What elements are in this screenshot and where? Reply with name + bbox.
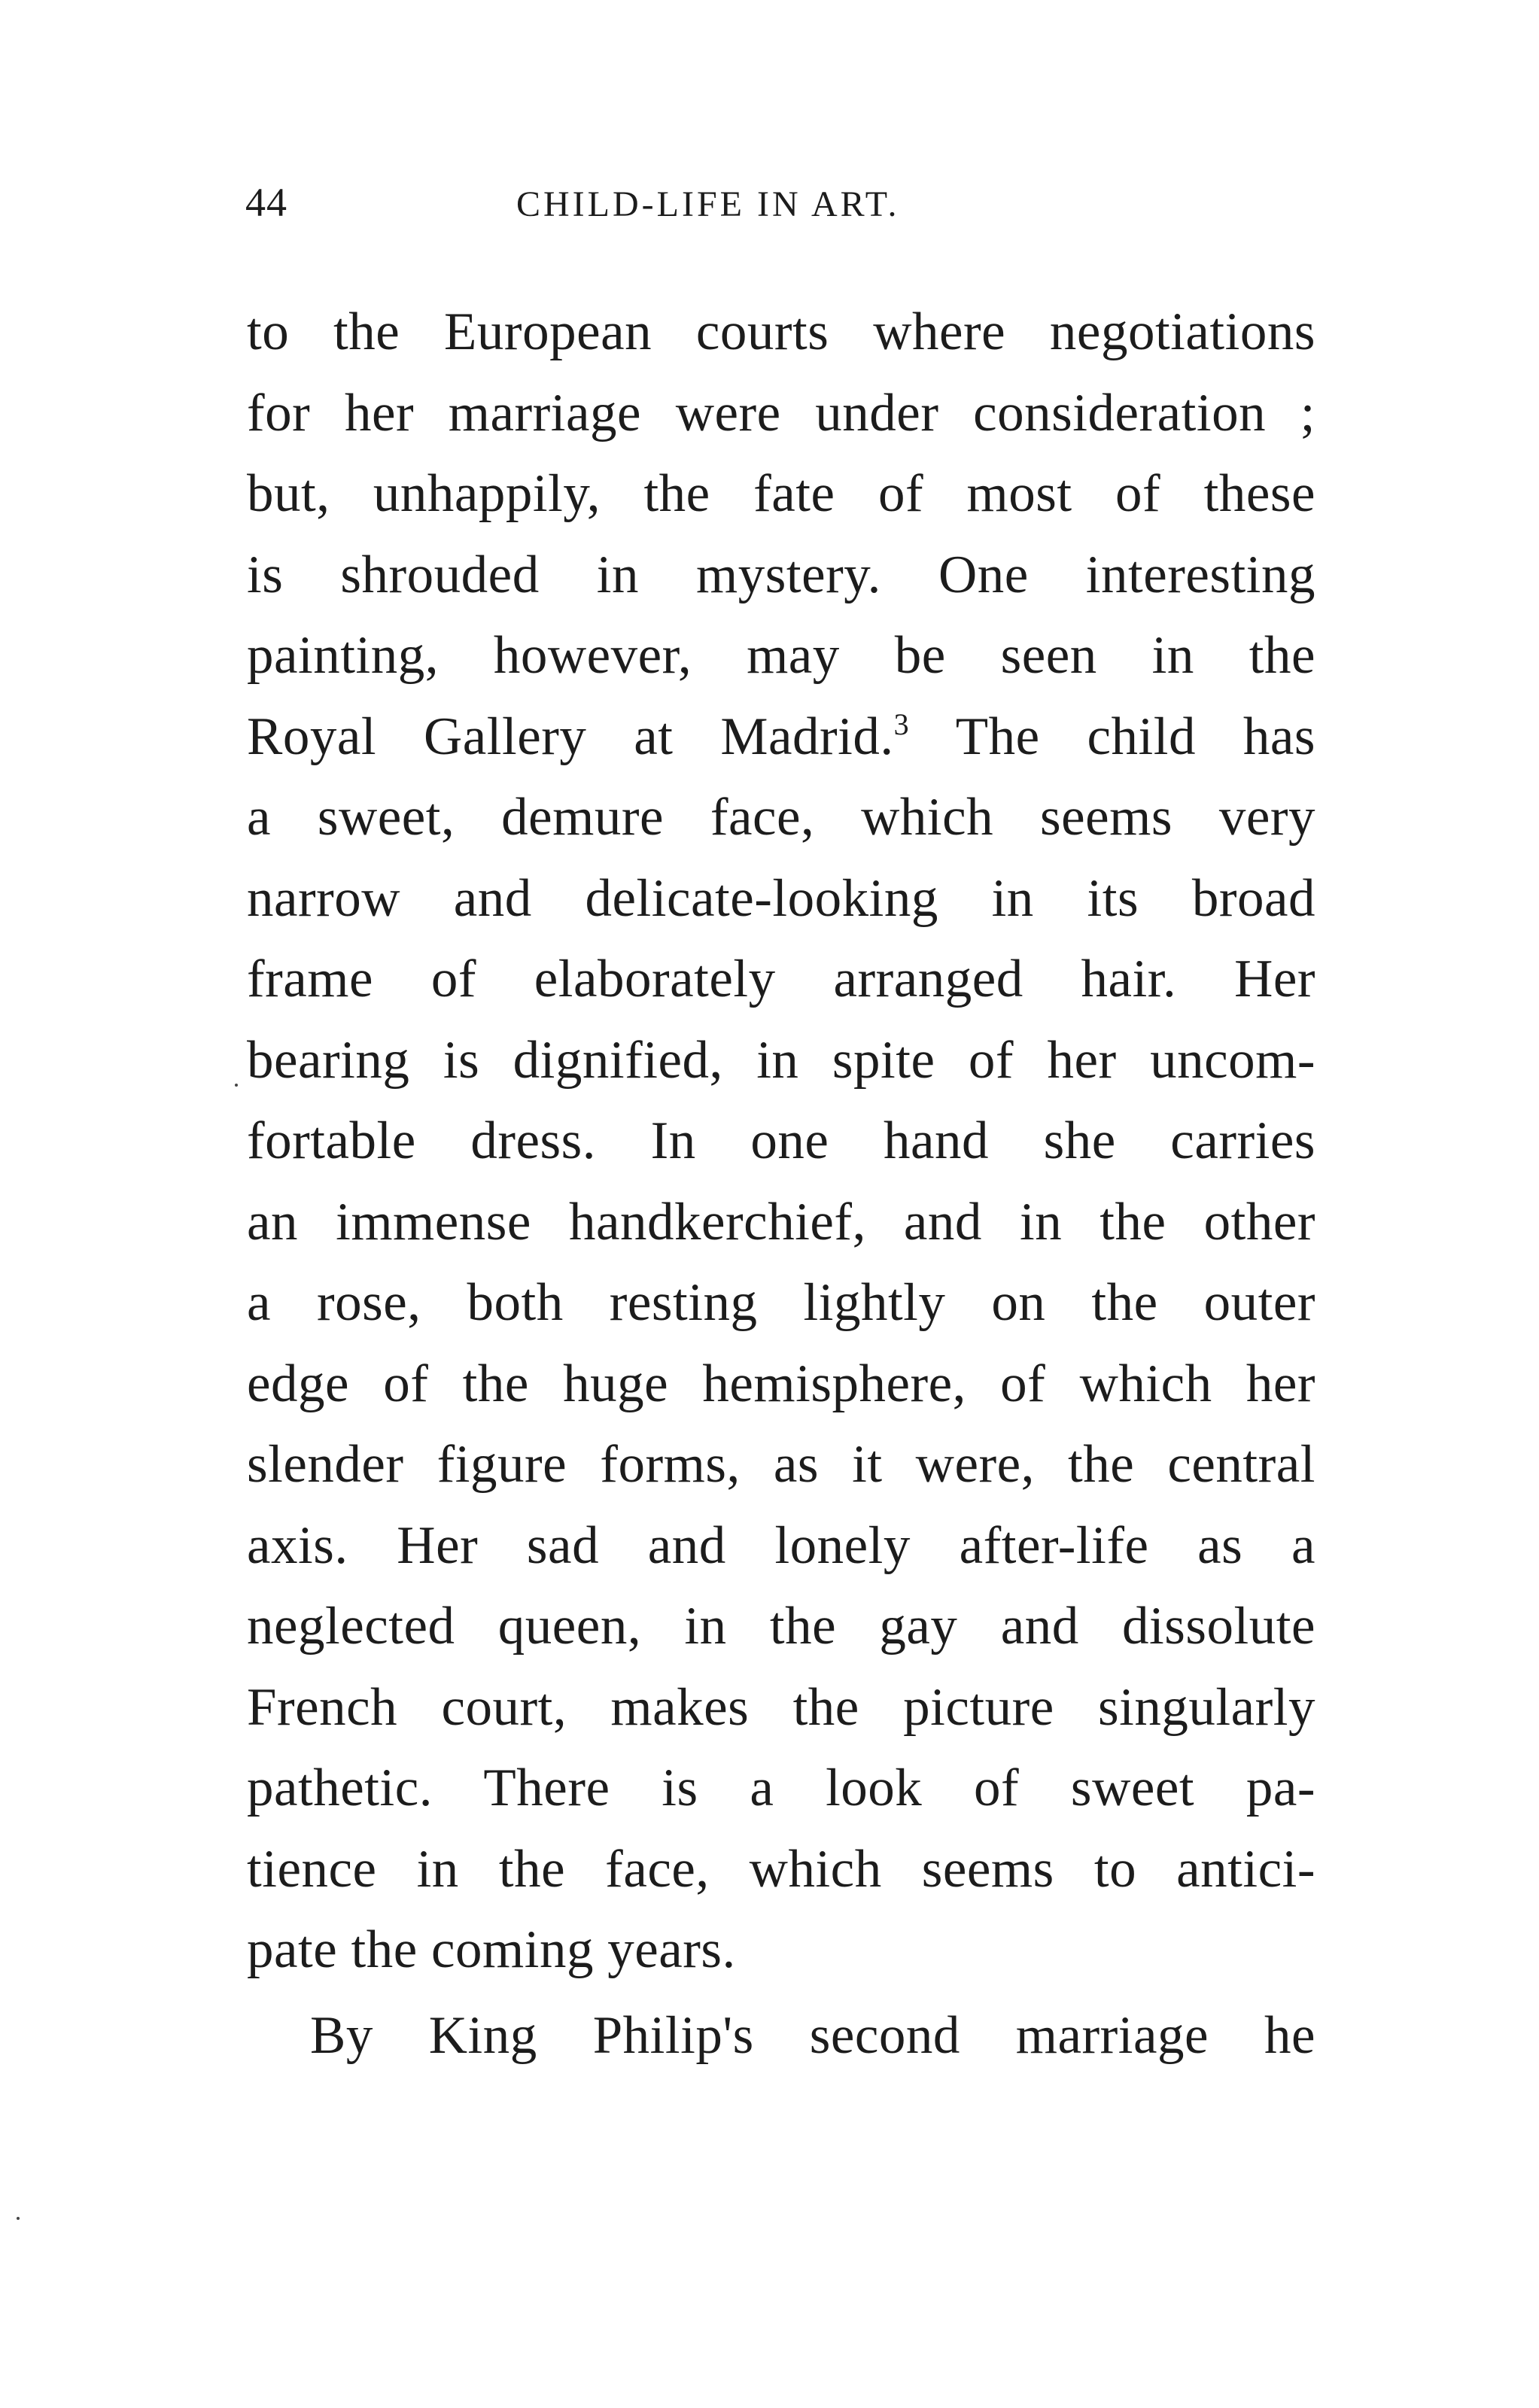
text-line-paragraph-end: pate the coming years.: [247, 1920, 736, 1979]
text-line: to the European courts where negotiations: [247, 303, 1315, 361]
paper-speck: [17, 2217, 20, 2220]
text-segment: Royal Gallery at Madrid.: [247, 707, 894, 766]
text-line: bearing is dignified, in spite of her uncom-: [247, 1030, 1315, 1090]
text-line: a rose, both resting lightly on the outer: [247, 1273, 1315, 1332]
running-header: [245, 179, 1314, 239]
text-line: narrow and delicate-looking in its broad: [247, 868, 1315, 928]
text-line-paragraph-start: By King Philip's second marriage he: [310, 2005, 1315, 2065]
text-line: an immense handkerchief, and in the other: [247, 1192, 1315, 1251]
text-line: a sweet, demure face, which seems very: [247, 788, 1315, 847]
text-line: edge of the huge hemisphere, of which her: [247, 1354, 1315, 1413]
text-line: pathetic. There is a look of sweet pa-: [247, 1759, 1315, 1817]
text-segment: The child has: [955, 707, 1316, 766]
running-title: CHILD-LIFE IN ART.: [516, 184, 900, 224]
text-line-with-footnote: [247, 697, 1315, 778]
text-line: but, unhappily, the fate of most of these: [247, 464, 1315, 523]
text-line: frame of elaborately arranged hair. Her: [247, 950, 1315, 1008]
text-line: axis. Her sad and lonely after-life as a: [247, 1516, 1315, 1575]
text-line: neglected queen, in the gay and dissolute: [247, 1597, 1315, 1655]
text-line: fortable dress. In one hand she carries: [247, 1111, 1315, 1170]
body-text: [247, 292, 1315, 2076]
text-line: slender figure forms, as it were, the central: [247, 1435, 1315, 1494]
text-line: is shrouded in mystery. One interesting: [247, 545, 1315, 604]
text-line: painting, however, may be seen in the: [247, 626, 1315, 685]
text-line: tience in the face, which seems to antici-: [247, 1839, 1315, 1899]
page-number: 44: [245, 180, 287, 225]
footnote-marker: 3: [893, 707, 910, 741]
text-line: French court, makes the picture singularly: [247, 1677, 1315, 1737]
paper-speck: [235, 1084, 238, 1087]
text-line: for her marriage were under consideration ;: [247, 383, 1315, 442]
